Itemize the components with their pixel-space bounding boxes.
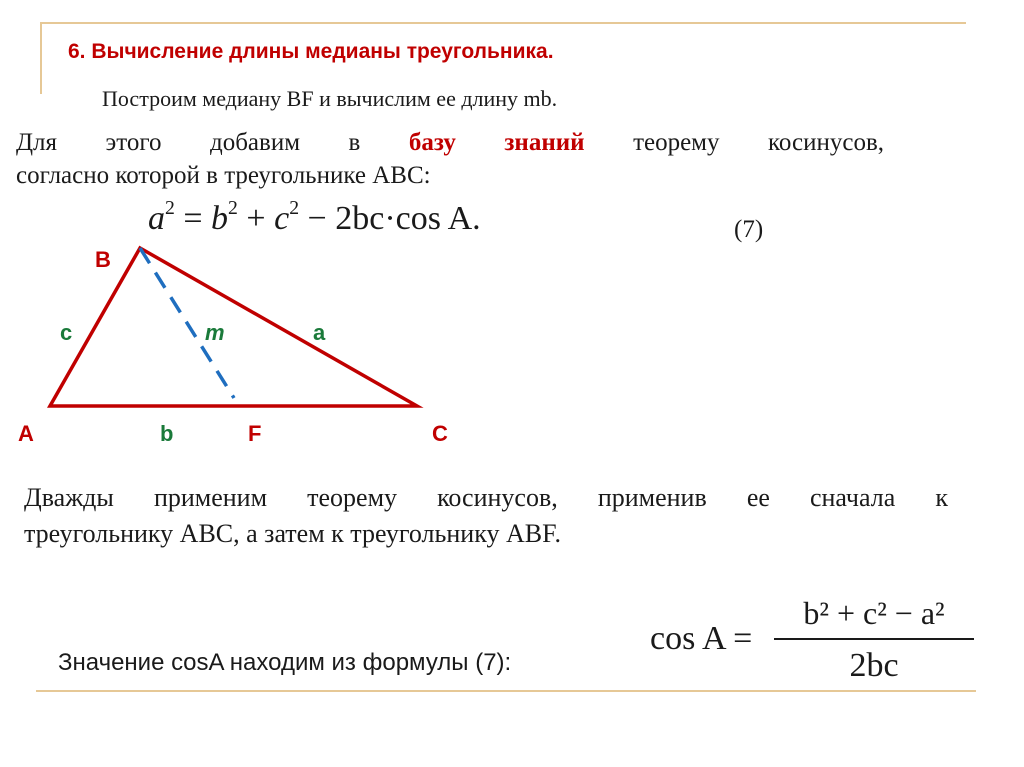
eq-exp: 2 — [289, 197, 300, 220]
eq-var-c: c — [274, 200, 290, 237]
fraction-bar — [774, 638, 974, 640]
paragraph-line-1: Дважды применим теорему косинусов, применив ее сначала к — [24, 483, 948, 512]
paragraph-text: Для этого добавим в — [16, 129, 409, 156]
paragraph-line-2: согласно которой в треугольнике ABC: — [16, 162, 431, 189]
eq-exp: 2 — [165, 197, 175, 220]
eq-var-a: a — [148, 200, 165, 237]
median-label-m: m — [205, 320, 225, 345]
knowledge-base-highlight: базу знаний — [408, 129, 585, 156]
frame-top-line — [40, 22, 966, 24]
paragraph-text: теорему косинусов, — [584, 129, 885, 156]
paragraph-line-1 — [16, 126, 884, 159]
frame-bottom-line — [36, 690, 976, 692]
eq-plus: + — [237, 200, 275, 237]
fraction-numerator: b² + c² − a² — [803, 595, 945, 631]
triangle-diagram — [0, 230, 480, 460]
paragraph-knowledge-base — [16, 126, 884, 192]
vertex-label-c: C — [432, 421, 448, 446]
eq-equals: = — [174, 200, 212, 237]
fraction-denominator: 2bc — [849, 647, 899, 684]
fraction — [774, 590, 974, 690]
intro-line: Построим медиану BF и вычислим ее длину mb. — [102, 86, 558, 111]
point-label-f: F — [248, 421, 262, 446]
formula-lhs: cos A = — [650, 620, 753, 657]
frame-left-line — [40, 22, 42, 94]
vertex-label-a: A — [18, 421, 34, 446]
eq-exp: 2 — [228, 197, 238, 220]
eq-tail: 2bc·cos A. — [335, 200, 481, 237]
side-label-c: c — [60, 320, 73, 345]
cos-a-instruction: Значение cosA находим из формулы (7): — [58, 649, 512, 676]
side-label-b: b — [160, 421, 174, 446]
slide-title: 6. Вычисление длины медианы треугольника. — [68, 40, 554, 63]
eq-var-b: b — [211, 200, 229, 237]
eq-minus: − — [299, 200, 336, 237]
side-label-a: a — [313, 320, 326, 345]
vertex-label-b: B — [95, 247, 111, 272]
paragraph-apply-theorem — [24, 480, 948, 552]
equation-number: (7) — [734, 216, 764, 243]
paragraph-line-2: треугольнику ABC, а затем к треугольнику ABF. — [24, 519, 561, 548]
